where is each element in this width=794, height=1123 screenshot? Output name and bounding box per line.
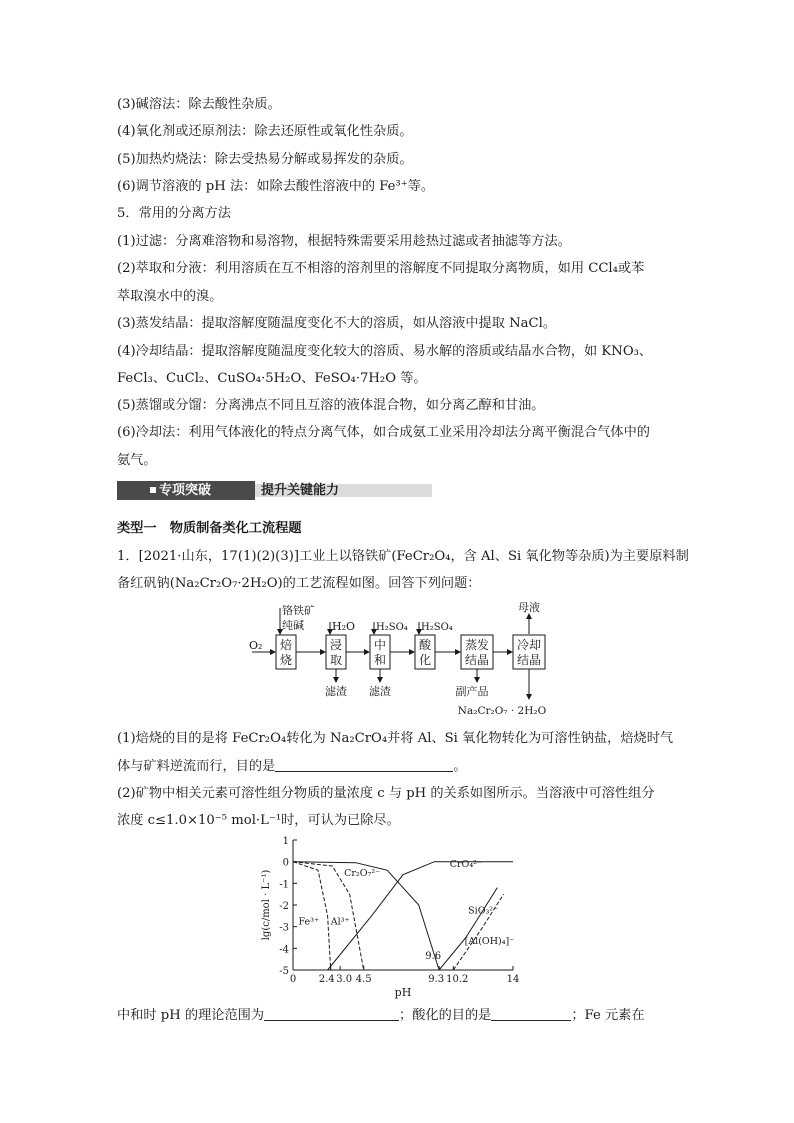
box-leach-label: 浸 xyxy=(329,638,343,652)
x-tick-label: 9.3 xyxy=(428,974,445,985)
box-roast-label-2: 烧 xyxy=(279,653,293,667)
q1-part3-line xyxy=(117,1006,645,1025)
line-10: (4)冷却结晶：提取溶解度随温度变化较大的溶质、易水解的溶质或结晶水合物，如 KNO₃、 xyxy=(117,344,653,359)
output-byproduct: 副产品 xyxy=(455,685,489,698)
q1-part3-b: ；酸化的目的是 xyxy=(399,1008,492,1023)
output-product: Na₂Cr₂O₇ · 2H₂O xyxy=(457,705,547,717)
x-tick-label: 3.0 xyxy=(336,974,353,985)
box-leach-label-2: 取 xyxy=(329,653,343,667)
y-axis-label: lg(c/mol · L⁻¹) xyxy=(261,869,272,941)
answer-blank-3[interactable] xyxy=(491,1006,571,1021)
series-label: Fe³⁺ xyxy=(298,916,319,928)
q1-part1-line-b xyxy=(117,757,466,776)
answer-blank-2[interactable] xyxy=(264,1006,399,1021)
box-roast-label: 焙 xyxy=(279,638,293,652)
y-tick-label: -5 xyxy=(279,966,289,977)
box-acidify-label: 酸 xyxy=(418,638,432,652)
annotation-label: 9.6 xyxy=(425,951,442,963)
line-9: (3)蒸发结晶：提取溶解度随温度变化不大的溶质，如从溶液中提取 NaCl。 xyxy=(117,316,557,331)
q1-line-2: 备红矾钠(Na₂Cr₂O₇·2H₂O)的工艺流程如图。回答下列问题： xyxy=(117,576,481,591)
type-heading: 类型一 物质制备类化工流程题 xyxy=(117,521,302,536)
section-banner xyxy=(117,481,432,500)
input-h2so4-2: H₂SO₄ xyxy=(421,622,453,633)
x-tick-label: 0 xyxy=(289,974,297,985)
banner-left-label: 专项突破 xyxy=(159,483,212,498)
line-3: (5)加热灼烧法：除去受热易分解或易挥发的杂质。 xyxy=(117,152,413,167)
line-4: (6)调节溶液的 pH 法：如除去酸性溶液中的 Fe³⁺等。 xyxy=(117,179,435,194)
line-13: (6)冷却法：利用气体液化的特点分离气体，如合成氨工业采用冷却法分离平衡混合气体中的 xyxy=(117,425,650,440)
q1-part2-line-a: (2)矿物中相关元素可溶性组分物质的量浓度 c 与 pH 的关系如图所示。当溶液中可溶性组分 xyxy=(117,786,655,801)
input-ore: 铬铁矿 xyxy=(282,604,315,617)
y-tick-label: -2 xyxy=(279,901,289,912)
line-7: (2)萃取和分液：利用溶质在互不相溶的溶剂里的溶解度不同提取分离物质，如用 CCl₄或苯 xyxy=(117,261,645,276)
line-6: (1)过滤：分离难溶物和易溶物，根据特殊需要采用趁热过滤或者抽滤等方法。 xyxy=(117,234,571,249)
process-flowchart xyxy=(240,600,570,722)
line-14: 氨气。 xyxy=(117,453,157,468)
input-soda: 纯碱 xyxy=(282,619,304,632)
series-label: [Al(OH)₄]⁻ xyxy=(464,936,515,947)
box-acidify-label-2: 化 xyxy=(418,653,432,667)
banner-right-label: 提升关键能力 xyxy=(261,483,340,498)
answer-blank-1[interactable] xyxy=(275,757,453,772)
y-tick-label: -4 xyxy=(279,944,289,956)
section-heading-5: 5．常用的分离方法 xyxy=(117,206,231,221)
line-1: (3)碱溶法：除去酸性杂质。 xyxy=(117,97,281,112)
q1-part3-c: ；Fe 元素在 xyxy=(571,1008,645,1023)
x-tick-label: 2.4 xyxy=(318,974,335,985)
box-evaporate-label: 蒸发 xyxy=(464,638,490,652)
line-11: FeCl₃、CuCl₂、CuSO₄·5H₂O、FeSO₄·7H₂O 等。 xyxy=(117,371,427,386)
series-label: Al³⁺ xyxy=(330,916,350,928)
x-tick-label: 4.5 xyxy=(355,974,372,985)
series-line xyxy=(439,888,497,970)
y-tick-label: -3 xyxy=(279,922,289,934)
q1-part1-line-a: (1)焙烧的目的是将 FeCr₂O₄转化为 Na₂CrO₄并将 Al、Si 氧化物转化为可溶性钠盐，焙烧时气 xyxy=(117,731,674,746)
line-2: (4)氧化剂或还原剂法：除去还原性或氧化性杂质。 xyxy=(117,124,413,139)
q1-part3-a: 中和时 pH 的理论范围为 xyxy=(117,1008,265,1023)
series-label: CrO₄²⁻ xyxy=(449,859,482,871)
input-o2: O₂ xyxy=(249,639,263,652)
square-bullet-icon xyxy=(150,487,156,493)
y-tick-label: -1 xyxy=(279,879,289,891)
x-tick-label: 14 xyxy=(506,974,520,985)
box-evaporate-label-2: 结晶 xyxy=(464,653,490,667)
input-h2so4-1: H₂SO₄ xyxy=(376,622,408,633)
box-cool-label: 冷却 xyxy=(516,638,542,652)
box-cool-label-2: 结晶 xyxy=(516,653,542,667)
output-mother-liquor: 母液 xyxy=(518,601,540,614)
q1-part1-prefix: 体与矿料逆流而行，目的是 xyxy=(117,759,276,774)
output-residue-1: 滤渣 xyxy=(325,685,347,698)
y-tick-label: 0 xyxy=(282,857,289,869)
output-residue-2: 滤渣 xyxy=(369,685,391,698)
input-water: H₂O xyxy=(332,620,356,633)
concentration-ph-chart xyxy=(255,832,525,1002)
q1-part2-line-b: 浓度 c≤1.0×10⁻⁵ mol·L⁻¹时，可认为已除尽。 xyxy=(117,813,400,828)
series-label: Cr₂O₇²⁻ xyxy=(344,867,381,879)
q1-part1-suffix: 。 xyxy=(453,759,467,774)
box-neutralize-label-2: 和 xyxy=(373,653,387,667)
x-axis-label: pH xyxy=(394,986,412,999)
box-neutralize-label: 中 xyxy=(373,638,387,652)
y-tick-label: 1 xyxy=(282,836,289,847)
x-tick-label: 10.2 xyxy=(446,974,469,985)
q1-line-1: 1．[2021·山东，17(1)(2)(3)]工业上以铬铁矿(FeCr₂O₄，含 Al、Si 氧化物等杂质)为主要原料制 xyxy=(117,549,689,564)
series-label: SiO₃²⁻ xyxy=(468,905,499,917)
line-8: 萃取溴水中的溴。 xyxy=(117,289,223,304)
line-12: (5)蒸馏或分馏：分离沸点不同且互溶的液体混合物，如分离乙醇和甘油。 xyxy=(117,398,545,413)
